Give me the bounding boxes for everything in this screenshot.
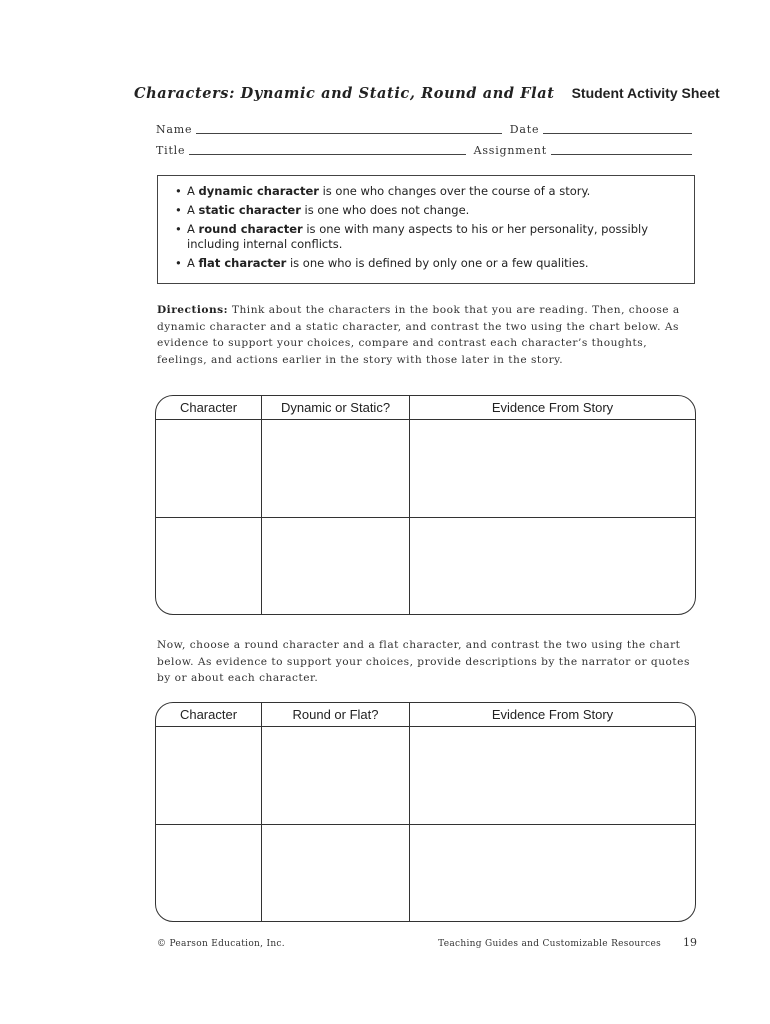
character-cell[interactable]: [156, 420, 262, 517]
name-field[interactable]: [196, 122, 501, 134]
date-field[interactable]: [543, 122, 692, 134]
page-title: [134, 82, 720, 104]
dynamic-or-static-cell[interactable]: [262, 518, 410, 615]
header-evidence-from-story: Evidence From Story: [491, 400, 614, 415]
evidence-cell[interactable]: [410, 518, 695, 615]
assignment-label: Assignment: [473, 144, 547, 157]
title-field[interactable]: [189, 143, 465, 155]
header-evidence-from-story: Evidence From Story: [491, 707, 614, 722]
chart-header-row: [156, 396, 695, 420]
term-static-character: static character: [198, 203, 301, 217]
term-dynamic-character: dynamic character: [198, 184, 319, 198]
table-row: [156, 420, 695, 517]
directions-label: Directions:: [157, 304, 229, 316]
table-row: [156, 727, 695, 824]
title-label: Title: [156, 144, 186, 157]
round-or-flat-cell[interactable]: [262, 727, 410, 824]
student-activity-sheet-label: Student Activity Sheet: [571, 85, 720, 101]
directions-paragraph: [157, 302, 697, 368]
header-dynamic-or-static: Dynamic or Static?: [262, 396, 410, 419]
worksheet-title: Characters: Dynamic and Static, Round and Flat: [134, 84, 555, 102]
assignment-field[interactable]: [551, 143, 692, 155]
name-label: Name: [156, 123, 193, 136]
character-cell[interactable]: [156, 825, 262, 922]
term-round-character: round character: [198, 222, 303, 236]
character-cell[interactable]: [156, 518, 262, 615]
page-footer: [157, 936, 697, 954]
header-character: Character: [156, 703, 262, 726]
character-cell[interactable]: [156, 727, 262, 824]
evidence-cell[interactable]: [410, 420, 695, 517]
evidence-cell[interactable]: [410, 825, 695, 922]
dynamic-or-static-cell[interactable]: [262, 420, 410, 517]
round-or-flat-cell[interactable]: [262, 825, 410, 922]
evidence-cell[interactable]: [410, 727, 695, 824]
table-row: [156, 517, 695, 615]
definitions-list: [158, 176, 694, 270]
title-assignment-line: [156, 141, 692, 157]
round-flat-chart: [155, 702, 696, 922]
header-round-or-flat: Round or Flat?: [262, 703, 410, 726]
definition-static: • A static character is one who does not change.: [175, 203, 470, 217]
header-character: Character: [156, 396, 262, 419]
term-flat-character: flat character: [198, 255, 287, 270]
date-label: Date: [509, 123, 540, 136]
definitions-box: [157, 175, 695, 284]
definition-round: • A round character is one with many aspects to his or her personality, possibly including internal conflicts.: [175, 222, 648, 251]
page-number: 19: [683, 936, 697, 949]
name-date-line: [156, 120, 692, 136]
chart-header-row: [156, 703, 695, 727]
round-flat-instructions: Now, choose a round character and a flat character, and contrast the two using the chart below. As evidence to support your choices, provide descriptions by the narrator or quotes by or about each character.: [157, 639, 690, 684]
copyright-text: © Pearson Education, Inc.: [157, 939, 285, 949]
definition-flat: • A flat character is one who is defined by only one or a few qualities.: [175, 255, 589, 270]
dynamic-static-chart: [155, 395, 696, 615]
series-text: Teaching Guides and Customizable Resources: [438, 939, 661, 949]
definition-dynamic: • A dynamic character is one who changes over the course of a story.: [175, 184, 591, 198]
table-row: [156, 824, 695, 922]
directions-text: Think about the characters in the book that you are reading. Then, choose a dynamic character and a static character, and contrast the two using the chart below. As evidence to support your choices, compare and contrast each character’s thoughts, feelings, and actions earlier in the story with those later in the story.: [157, 304, 680, 366]
